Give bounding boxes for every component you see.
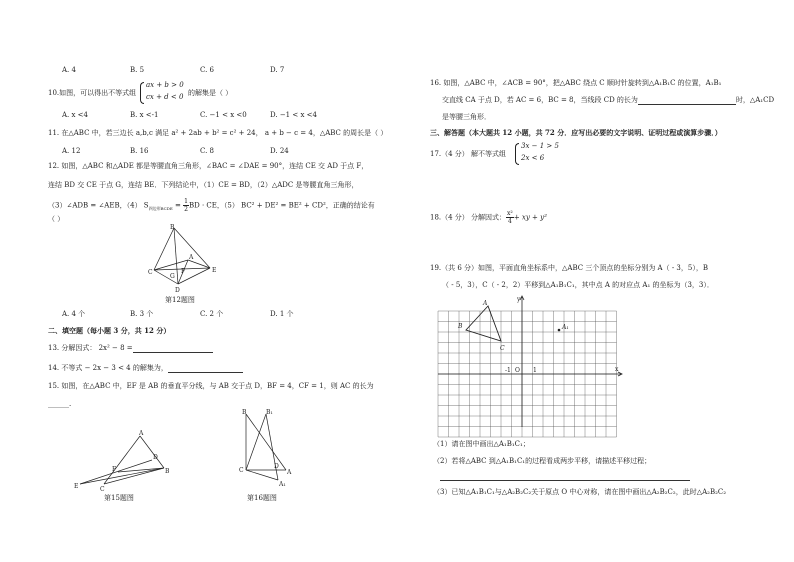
q12-line4: （ ） bbox=[48, 215, 65, 223]
q13-stem: 13. 分解因式： 2x² − 8 = bbox=[48, 344, 133, 352]
q11-option-c: C. 8 bbox=[200, 147, 215, 155]
q12-option-c: C. 2 个 bbox=[200, 310, 224, 318]
q12-option-a: A. 4 个 bbox=[62, 310, 86, 318]
q9-option-c: C. 6 bbox=[200, 66, 215, 74]
q19-label-c: C bbox=[500, 345, 505, 352]
q12-caption: 第12题图 bbox=[165, 296, 195, 304]
q10-option-c: C. −1 < x <0 bbox=[200, 111, 247, 119]
q12-label-c: C bbox=[148, 269, 153, 276]
q18-frac-num: x² bbox=[507, 210, 513, 217]
q18-stem: 18.（4 分） 分解因式： bbox=[430, 213, 507, 222]
q9-option-b: B. 5 bbox=[130, 66, 145, 74]
q14-text bbox=[48, 364, 243, 373]
q15-figure bbox=[72, 428, 172, 493]
q12-line3c: BD · CE，（5） BC² + DE² = BE² + CD²，正确的结论有 bbox=[188, 201, 375, 210]
q19-line1: 19.（共 6 分）如图，平面直角坐标系中，△ABC 三个顶点的坐标分别为 A（ - 3，5），B bbox=[430, 264, 708, 272]
q14-answer-blank[interactable] bbox=[168, 372, 243, 373]
q15-line2: ______. bbox=[48, 400, 72, 408]
q12-label-d: D bbox=[175, 287, 180, 294]
q19-sub2-blank[interactable] bbox=[440, 480, 690, 481]
q19-label-y: y bbox=[517, 296, 521, 303]
q15-label-c: C bbox=[100, 486, 105, 493]
q15-label-b: B bbox=[165, 468, 170, 475]
q12-option-d: D. 1 个 bbox=[270, 310, 294, 318]
q10-system-brace bbox=[140, 82, 144, 104]
q17-system-brace bbox=[515, 143, 519, 165]
q17-system-line1: 3x − 1 > 5 bbox=[521, 142, 559, 150]
q9-option-d: D. 7 bbox=[270, 66, 285, 74]
q12-option-b: B. 3 个 bbox=[130, 310, 154, 318]
q10-option-d: D. −1 < x <4 bbox=[270, 111, 317, 119]
q15-label-e: E bbox=[74, 483, 79, 490]
q15-caption: 第15题图 bbox=[104, 494, 134, 502]
q16-line1: 16. 如图，△ABC 中，∠ACB = 90°，把△ABC 绕点 C 顺时针旋转到△A₁B₁C 的位置，A₁B₁ bbox=[430, 79, 722, 87]
q16-label-a1: A₁ bbox=[279, 481, 286, 488]
q18-fraction bbox=[506, 210, 514, 225]
q19-coordinate-grid bbox=[438, 297, 628, 427]
q18-tail: + xy + y² bbox=[513, 213, 547, 222]
q12-frac-num: 1 bbox=[184, 198, 188, 205]
q17-system-line2: 2x < 6 bbox=[521, 154, 545, 162]
q19-label-neg1: -1 bbox=[505, 367, 511, 374]
q16-line2 bbox=[442, 96, 774, 105]
q9-option-a: A. 4 bbox=[62, 66, 76, 74]
q18-text bbox=[430, 210, 547, 225]
q12-label-a: A bbox=[189, 254, 194, 261]
q19-line2: （ - 5，3），C（ - 2，2）平移到△A₁B₁C₁，其中点 A 的对应点 A₁ 的坐标为（3，3）． bbox=[442, 281, 714, 289]
q10-option-a: A. x <4 bbox=[62, 111, 88, 119]
q16-answer-blank[interactable] bbox=[638, 104, 736, 105]
q19-sub3: （3）已知△A₁B₁C₁与△A₂B₂C₂关于原点 O 中心对称，请在图中画出△A₂B₂C₂，此时△A₂B₂C₂ bbox=[433, 488, 727, 496]
q16-line2-tail: 时，△A₁CD bbox=[735, 96, 775, 104]
q10-number: 10. bbox=[48, 89, 60, 97]
q12-line3 bbox=[48, 198, 375, 213]
q12-figure bbox=[140, 222, 230, 298]
q16-label-d: D bbox=[274, 463, 279, 470]
q13-text bbox=[48, 344, 213, 353]
q18-frac-den: 4 bbox=[508, 218, 512, 225]
q16-figure bbox=[232, 408, 302, 488]
q16-line3: 是等腰三角形． bbox=[442, 113, 491, 121]
q10-system-line1: ax + b > 0 bbox=[146, 81, 184, 89]
q12-line1: 12. 如图，△ABC 和△ADE 都是等腰直角三角形，∠BAC = ∠DAE = 90°，连结 CE 交 AD 于点 F， bbox=[48, 162, 369, 170]
q19-sub2-answer-line[interactable] bbox=[440, 472, 690, 481]
q11-option-b: B. 16 bbox=[130, 147, 149, 155]
q19-label-x: x bbox=[615, 366, 619, 373]
q16-caption: 第16题图 bbox=[247, 494, 277, 502]
q14-stem: 14. 不等式 − 2x − 3 < 4 的解集为， bbox=[48, 364, 168, 372]
q10-text bbox=[48, 89, 136, 98]
q19-label-o: O bbox=[515, 367, 520, 374]
q10-system-line2: cx + d < 0 bbox=[146, 93, 184, 101]
q12-label-e: E bbox=[212, 267, 217, 274]
q19-label-a: A bbox=[483, 300, 488, 307]
q12-label-f: F bbox=[181, 268, 186, 275]
q17-text: 17.（4 分） 解不等式组 bbox=[430, 150, 507, 158]
q11-option-a: A. 12 bbox=[62, 147, 81, 155]
q10-option-b: B. x <-1 bbox=[130, 111, 159, 119]
q12-frac-den: 2 bbox=[184, 206, 188, 213]
q12-area-subscript: 四边形BCDE bbox=[148, 205, 173, 211]
q12-label-g: G bbox=[170, 273, 175, 280]
q19-sub1: （1）请在图中画出△A₁B₁C₁； bbox=[433, 440, 530, 448]
q15-line1: 15. 如图，在△ABC 中，EF 是 AB 的垂直平分线，与 AB 交于点 D，BF = 4，CF = 1，则 AC 的长为 bbox=[48, 382, 374, 390]
q16-label-c: C bbox=[239, 467, 244, 474]
q12-line2: 连结 BD 交 CE 于点 G，连结 BE．下列结论中，（1）CE = BD，（2）△ADC 是等腰直角三角形， bbox=[48, 181, 359, 189]
q16-label-b: B bbox=[242, 409, 247, 416]
q15-label-f: F bbox=[112, 466, 117, 473]
q10-text-b: 的解集是（ ） bbox=[188, 89, 233, 97]
q11-text: 11. 在△ABC 中，若三边长 a,b,c 满足 a² + 2ab + b² = c² + 24， a + b − c = 4，△ABC 的周长是（ ） bbox=[48, 129, 388, 137]
q12-label-b: B bbox=[170, 224, 175, 231]
q15-label-d: D bbox=[153, 454, 158, 461]
q10-text-a: 如图，可以得出不等式组 bbox=[59, 89, 137, 97]
q19-sub2: （2）若将△ABC 到△A₁B₁C₁的过程看成两步平移，请描述平移过程； bbox=[433, 457, 652, 465]
q11-option-d: D. 24 bbox=[270, 147, 289, 155]
q19-triangle-abc bbox=[466, 306, 501, 341]
q19-label-b: B bbox=[458, 323, 463, 330]
section-2-heading: 二、填空题（每小题 3 分，共 12 分） bbox=[48, 326, 171, 335]
q19-point-a1 bbox=[558, 329, 561, 332]
q16-label-b1: B₁ bbox=[266, 409, 273, 416]
q19-label-1: 1 bbox=[533, 367, 537, 374]
q13-answer-blank[interactable] bbox=[133, 352, 213, 353]
q16-label-a: A bbox=[287, 469, 292, 476]
q16-line2-text: 交直线 CA 于点 D，若 AC = 6，BC = 8，当线段 CD 的长为 bbox=[442, 96, 638, 104]
q12-line3b: = bbox=[172, 201, 184, 210]
q12-line3a: （3）∠ADB = ∠AEB，（4） S bbox=[48, 201, 149, 210]
q15-label-a: A bbox=[139, 430, 144, 437]
section-3-heading: 三、解答题（本大题共 12 小题，共 72 分．应写出必要的文字说明、证明过程或演算步骤．） bbox=[430, 128, 722, 137]
q19-label-a1: A₁ bbox=[562, 324, 569, 331]
